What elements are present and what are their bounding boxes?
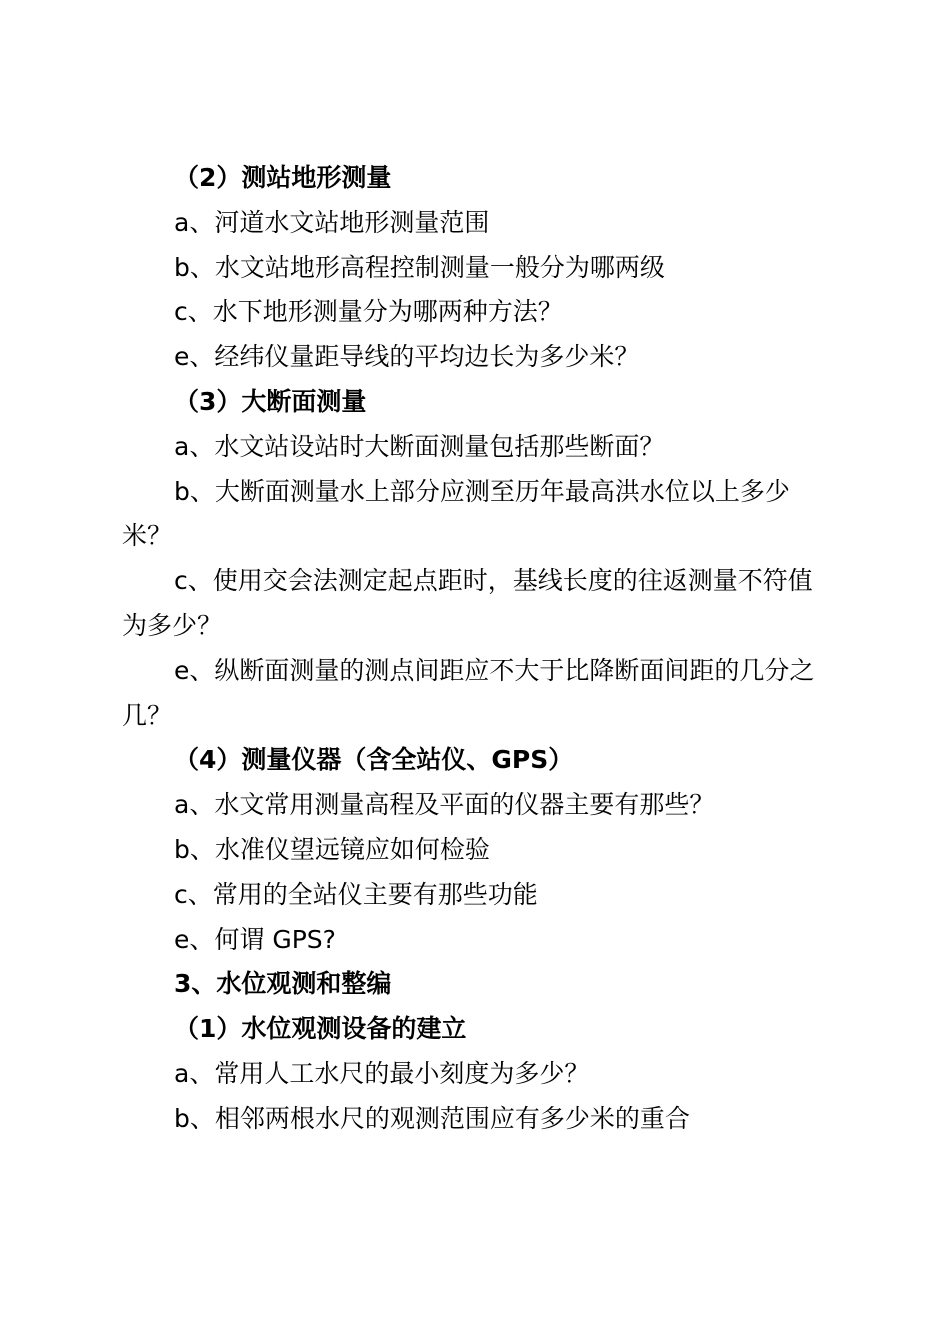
- heading-cross-section-survey: （3）大断面测量: [174, 386, 367, 416]
- question-item: c、水下地形测量分为哪两种方法？: [174, 297, 563, 327]
- question-item: b、水文站地形高程控制测量一般分为哪两级: [174, 252, 665, 282]
- heading-survey-instruments: （4）测量仪器（含全站仪、GPS）: [174, 745, 574, 775]
- question-item: e、经纬仪量距导线的平均边长为多少米？: [174, 342, 640, 372]
- question-item: a、常用人工水尺的最小刻度为多少？: [174, 1058, 590, 1088]
- question-item: c、常用的全站仪主要有那些功能: [174, 879, 538, 909]
- question-item: b、大断面测量水上部分应测至历年最高洪水位以上多少米？: [122, 476, 790, 551]
- question-item: e、何谓 GPS?: [174, 924, 336, 954]
- heading-water-level-equipment: （1）水位观测设备的建立: [174, 1014, 467, 1044]
- question-item: c、使用交会法测定起点距时，基线长度的往返测量不符值为多少？: [122, 566, 813, 640]
- question-item: a、河道水文站地形测量范围: [174, 207, 490, 237]
- question-item: b、水准仪望远镜应如何检验: [174, 834, 490, 864]
- question-item: e、纵断面测量的测点间距应不大于比降断面间距的几分之几？: [122, 655, 815, 730]
- heading-water-level-observation: 3、水位观测和整编: [174, 969, 392, 999]
- heading-station-topographic-survey: （2）测站地形测量: [174, 163, 392, 192]
- question-item: b、相邻两根水尺的观测范围应有多少米的重合: [174, 1103, 690, 1133]
- question-item: a、水文站设站时大断面测量包括那些断面？: [174, 431, 665, 461]
- question-item: a、水文常用测量高程及平面的仪器主要有那些？: [174, 790, 715, 820]
